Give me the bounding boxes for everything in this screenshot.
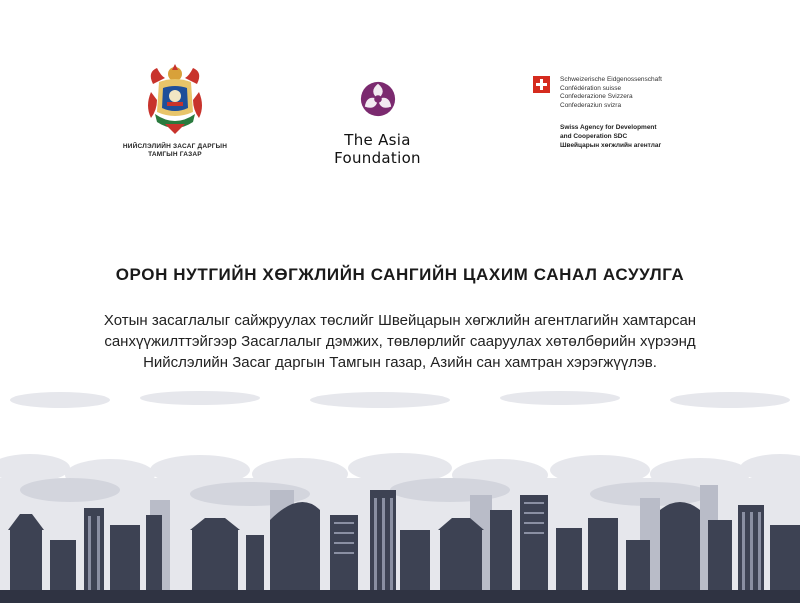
- description-line: Нийслэлийн Засаг даргын Тамгын газар, Азийн сан хамтран хэрэгжүүлэв.: [143, 354, 657, 371]
- partner-logos: [0, 0, 800, 200]
- description-line: санхүүжилттэйгээр Засаглалыг дэмжих, төвлөрлийг сааруулах хөтөлбөрийн хүрээнд: [104, 333, 696, 350]
- city-governor-logo: [120, 62, 230, 159]
- asia-foundation-name: The Asia Foundation: [334, 131, 421, 167]
- description-line: Хотын засаглалыг сайжруулах төслийг Швейцарын хөгжлийн агентлагийн хамтарсан: [103, 312, 697, 329]
- page-title: ОРОН НУТГИЙН ХӨГЖЛИЙН САНГИЙН ЦАХИМ САНАЛ АСУУЛГА: [115, 265, 685, 284]
- city-skyline-illustration: [0, 390, 800, 603]
- city-logo-caption: НИЙСЛЭЛИЙН ЗАСАГ ДАРГЫН ТАМГЫН ГАЗАР: [122, 143, 228, 158]
- page-description: [100, 310, 700, 373]
- asia-foundation-logo: [300, 80, 455, 167]
- asia-foundation-mark-icon: [359, 80, 397, 118]
- soyombo-emblem-icon: [143, 62, 207, 136]
- swiss-flag-icon: [533, 76, 550, 93]
- sdc-text: Swiss Agency for Development and Cooperation SDC Швейцарын хөгжлийн агентлаг: [560, 124, 662, 149]
- swiss-confederation-text: Schweizerische Eidgenossenschaft Confédération suisse Confederazione Svizzera Confederaziun svizra Swiss Agency for Development and Cooperation SDC Швейцарын хөгжлийн агентлаг: [560, 76, 662, 149]
